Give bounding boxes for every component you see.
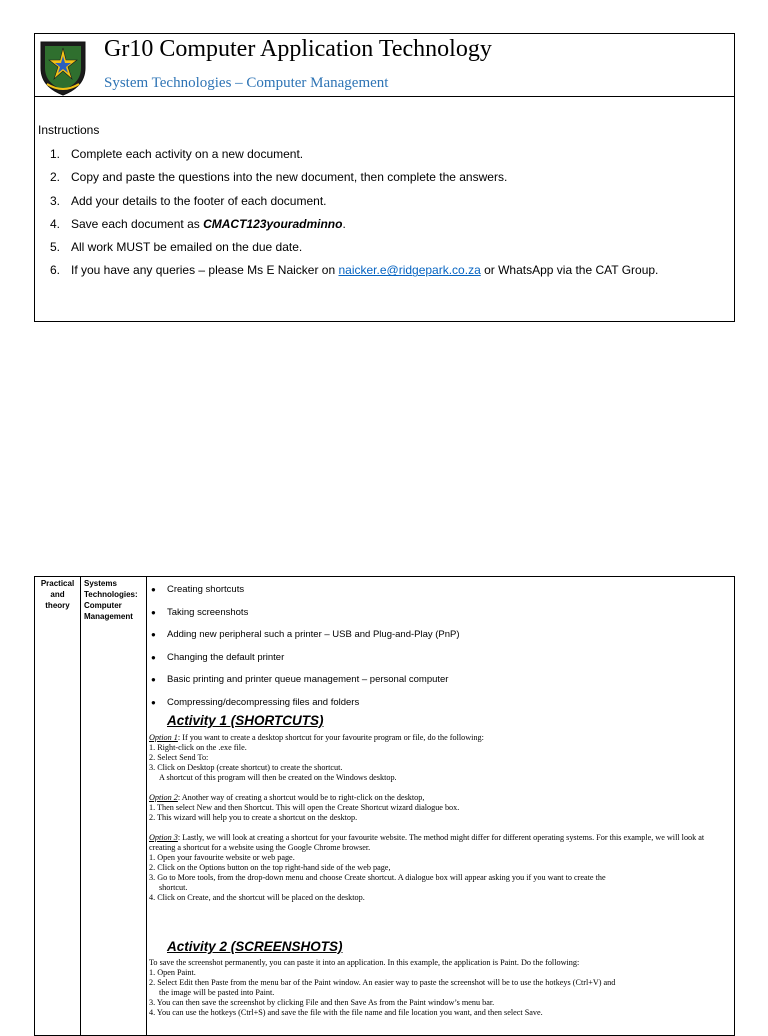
email-link[interactable]: naicker.e@ridgepark.co.za [338, 263, 481, 278]
topic-item: ● Compressing/decompressing files and folders [151, 696, 360, 708]
topic-item: ● Creating shortcuts [151, 584, 245, 595]
document-title: Gr10 Computer Application Technology [104, 36, 492, 62]
activity1-body: Option 1: If you want to create a desktop shortcut for your favourite program or file, do the following: 1. Right-click on the .exe file. 2. Select Send To: 3. Click on Desktop (create shortcut) to create the shortcut. A shortcut of this program will then be created on the Windows desktop. Option 2: Another way of creating a shortcut would be to right-click on the desktop, 1. Then select New and then Shortcut. This will open the Create Shortcut wizard dialogue box. 2. This wizard will help you to create a shortcut on the desktop. Option 3: Lastly, we will look at creating a shortcut for your favourite website. The method might differ for different operating systems. For this example, we will look at creating a shortcut for a website using the Google Chrome browser. 1. Open your favourite website or web page. 2. Click on the Options button on the top right-hand side of the web page, 3. Go to More tools, from the drop-down menu and choose Create shortcut. A dialogue box will appear asking you if you want to create the shortcut. 4. Click on Create, and the shortcut will be placed on the desktop. [149, 733, 705, 902]
topic-item: ● Taking screenshots [151, 606, 249, 618]
instruction-item: 6. If you have any queries – please Ms E Naicker on naicker.e@ridgepark.co.za or WhatsApp via the CAT Group. [50, 263, 659, 278]
activity2-heading: Activity 2 (SCREENSHOTS) [167, 939, 343, 954]
document-header [35, 34, 734, 97]
instruction-item: 3. Add your details to the footer of each document. [50, 193, 327, 208]
topic-column: Systems Technologies: Computer Management [81, 577, 147, 1035]
instructions-box [34, 33, 735, 322]
category-column: Practical and theory [35, 577, 81, 1035]
topic-item: ● Basic printing and printer queue management – personal computer [151, 674, 449, 685]
instructions-list [50, 147, 658, 287]
document-subtitle: System Technologies – Computer Management [104, 75, 389, 91]
activity1-heading: Activity 1 (SHORTCUTS) [167, 713, 324, 728]
school-crest-icon [37, 38, 89, 96]
instruction-item: 2. Copy and paste the questions into the new document, then complete the answers. [50, 170, 508, 185]
instruction-item: 4. Save each document as CMACT123youradminno. [50, 216, 346, 231]
filename-format: CMACT123youradminno [203, 216, 343, 231]
activity2-body: To save the screenshot permanently, you can paste it into an application. In this example, the application is Paint. Do the following: 1. Open Paint. 2. Select Edit then Paste from the menu bar of the Paint window. An easier way to paste the screenshot will be to use the hotkeys (Ctrl+V) and the image will be pasted into Paint. 3. You can then save the screenshot by clicking File and then Save As from the Paint window’s menu bar. 4. You can use the hotkeys (Ctrl+S) and save the file with the file name and file location you want, and then select Save. [149, 958, 616, 1017]
topic-item: ● Changing the default printer [151, 651, 285, 663]
instruction-item: 5. All work MUST be emailed on the due date. [50, 240, 303, 255]
instructions-heading: Instructions [38, 123, 100, 137]
topic-list [151, 584, 460, 719]
topic-item: ● Adding new peripheral such a printer – USB and Plug-and-Play (PnP) [151, 629, 460, 640]
activities-table [34, 576, 735, 1036]
instruction-item: 1. Complete each activity on a new document. [50, 147, 304, 161]
